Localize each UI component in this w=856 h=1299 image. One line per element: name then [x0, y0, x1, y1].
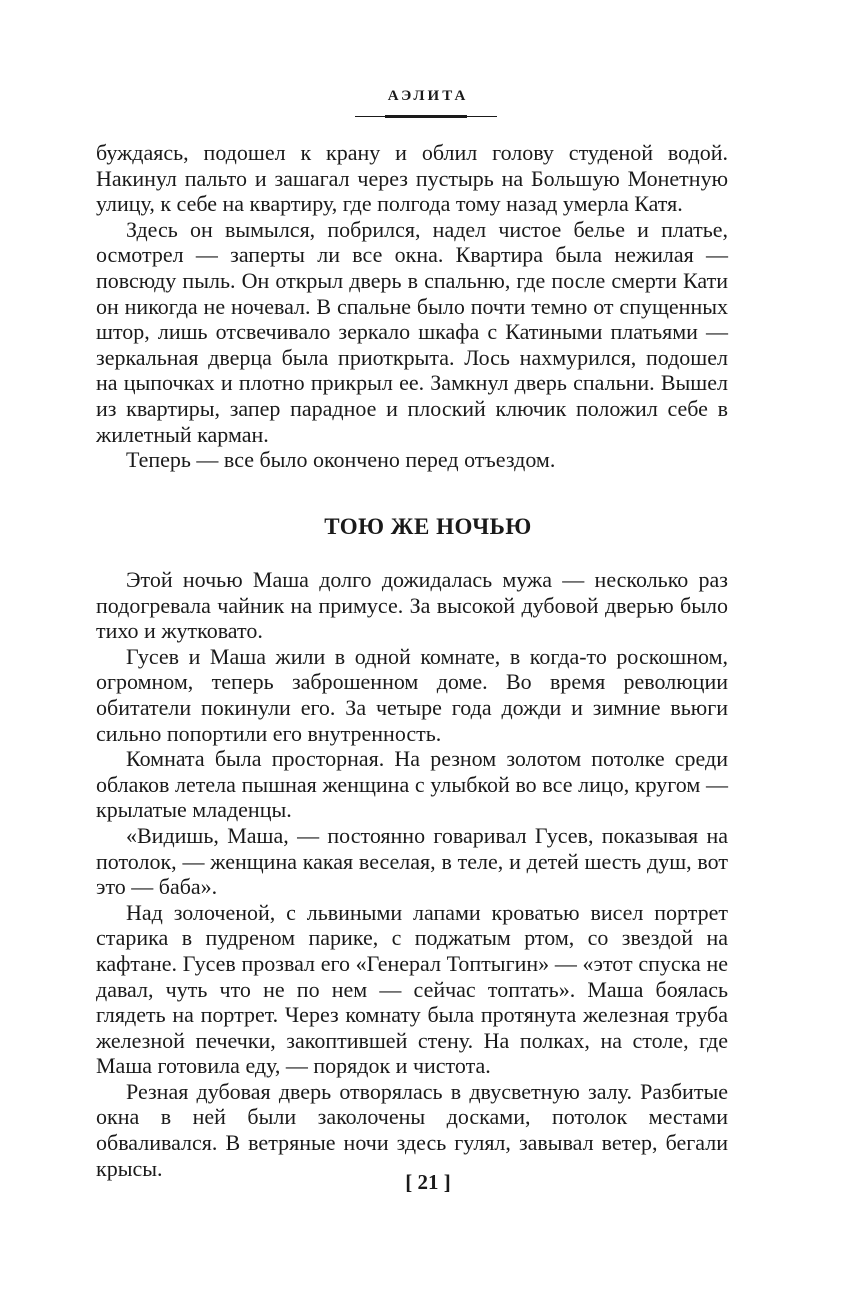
header-rule	[355, 116, 497, 117]
text-section-1	[96, 140, 728, 473]
chapter-title: ТОЮ ЖЕ НОЧЬЮ	[324, 514, 532, 539]
running-head: АЭЛИТА	[387, 88, 469, 104]
paragraph: буждаясь, подошел к крану и облил голову студеной водой. Накинул пальто и зашагал через пустырь на Большую Монетную улицу, к себе на квартиру, где полгода тому назад умерла Катя.	[96, 140, 728, 217]
paragraph: «Видишь, Маша, — постоянно говаривал Гусев, показывая на потолок, — женщина какая веселая, в теле, и детей шесть душ, вот это — баба».	[96, 822, 728, 900]
text-section-2	[96, 567, 728, 1181]
paragraph: Гусев и Маша жили в одной комнате, в когда-то роскошном, огромном, теперь заброшенном доме. Во время революции обитатели покинули его. За четыре года дожди и зимние вьюги сильно попортили его внутренность.	[96, 643, 728, 746]
paragraph: Этой ночью Маша долго дожидалась мужа — несколько раз подогревала чайник на примусе. За высокой дубовой дверью было тихо и жутковато.	[96, 567, 728, 644]
paragraph: Здесь он вымылся, побрился, надел чистое белье и платье, осмотрел — заперты ли все окна. Квартира была нежилая — повсюду пыль. Он открыл дверь в спальню, где после смерти Кати он никогда не ночевал. В спальне было почти темно от спущенных штор, лишь отсвечивало зеркало шкафа с Катиными платьями — зеркальная дверца была приоткрыта. Лось нахмурился, подошел на цыпочках и плотно прикрыл ее. Замкнул дверь спальни. Вышел из квартиры, запер парадное и плоский ключик положил себе в жилетный карман.	[96, 216, 728, 447]
paragraph: Комната была просторная. На резном золотом потолке среди облаков летела пышная женщина с улыбкой во все лицо, кругом — крылатые младенцы.	[96, 746, 728, 823]
page-number: [ 21 ]	[405, 1170, 451, 1194]
paragraph: Резная дубовая дверь отворялась в двусветную залу. Разбитые окна в ней были заколочены досками, потолок местами обваливался. В ветряные ночи здесь гулял, завывал ветер, бегали крысы.	[96, 1078, 728, 1181]
paragraph: Над золоченой, с львиными лапами кроватью висел портрет старика в пудреном парике, с поджатым ртом, со звездой на кафтане. Гусев прозвал его «Генерал Топтыгин» — «этот спуска не давал, чуть что не по нем — сейчас топтать». Маша боялась глядеть на портрет. Через комнату была протянута железная труба железной печечки, закоптившей стену. На полках, на столе, где Маша готовила еду, — порядок и чистота.	[96, 899, 728, 1079]
paragraph: Теперь — все было окончено перед отъездом.	[126, 447, 556, 473]
